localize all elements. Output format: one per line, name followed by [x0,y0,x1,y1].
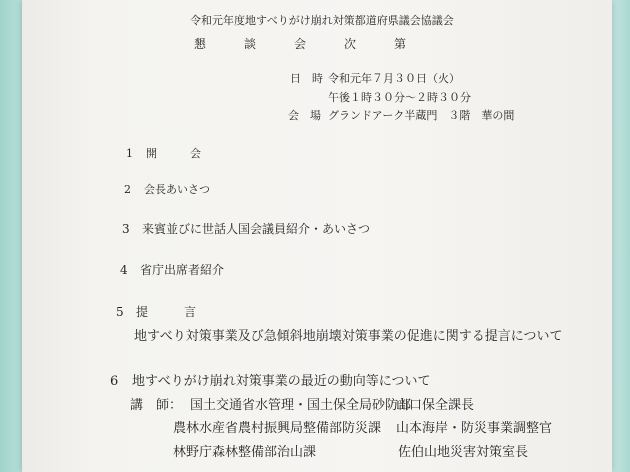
lecturer-3-org: 林野庁森林整備部治山課 [173,445,317,460]
date-label: 日 時 [290,72,323,85]
document-subtitle: 懇談会次第 [194,37,445,51]
date-value: 令和元年７月３０日（火） [328,72,460,85]
agenda-item-6-number: 6 [110,374,119,389]
agenda-item-5-detail: 地すべり対策事業及び急傾斜地崩壊対策事業の促進に関する提言について [134,329,563,344]
time-value: 午後１時３０分～２時３０分 [328,91,471,104]
agenda-item-3-label: 来賓並びに世話人国会議員紹介・あいさつ [142,222,371,236]
lecturer-1-name: 山口保全課長 [396,398,475,413]
agenda-item-4-number: 4 [120,263,128,277]
lecturer-label: 講 師： [130,398,183,413]
venue-label: 会 場 [288,109,321,122]
lecturer-2-name: 山本海岸・防災事業調整官 [396,421,553,436]
agenda-item-1-number: 1 [126,147,133,160]
agenda-item-1-label: 開 会 [146,147,201,160]
venue-value: グランドアーク半蔵門 ３階 華の間 [328,109,515,122]
agenda-item-6-label: 地すべりがけ崩れ対策事業の最近の動向等について [132,374,431,389]
agenda-item-5-number: 5 [116,305,124,319]
lecturer-1-org: 国土交通省水管理・国土保全局砂防部 [190,398,412,413]
agenda-item-2-number: 2 [124,183,131,196]
agenda-item-5-label: 提 言 [136,305,197,319]
agenda-item-4-label: 省庁出席者紹介 [140,263,225,277]
document-page [22,0,612,472]
agenda-item-2-label: 会長あいさつ [144,183,210,196]
lecturer-3-name: 佐伯山地災害対策室長 [398,445,529,460]
document-title: 令和元年度地すべりがけ崩れ対策都道府県議会協議会 [190,14,454,27]
agenda-item-3-number: 3 [122,222,130,236]
lecturer-2-org: 農林水産省農村振興局整備部防災課 [173,421,382,436]
